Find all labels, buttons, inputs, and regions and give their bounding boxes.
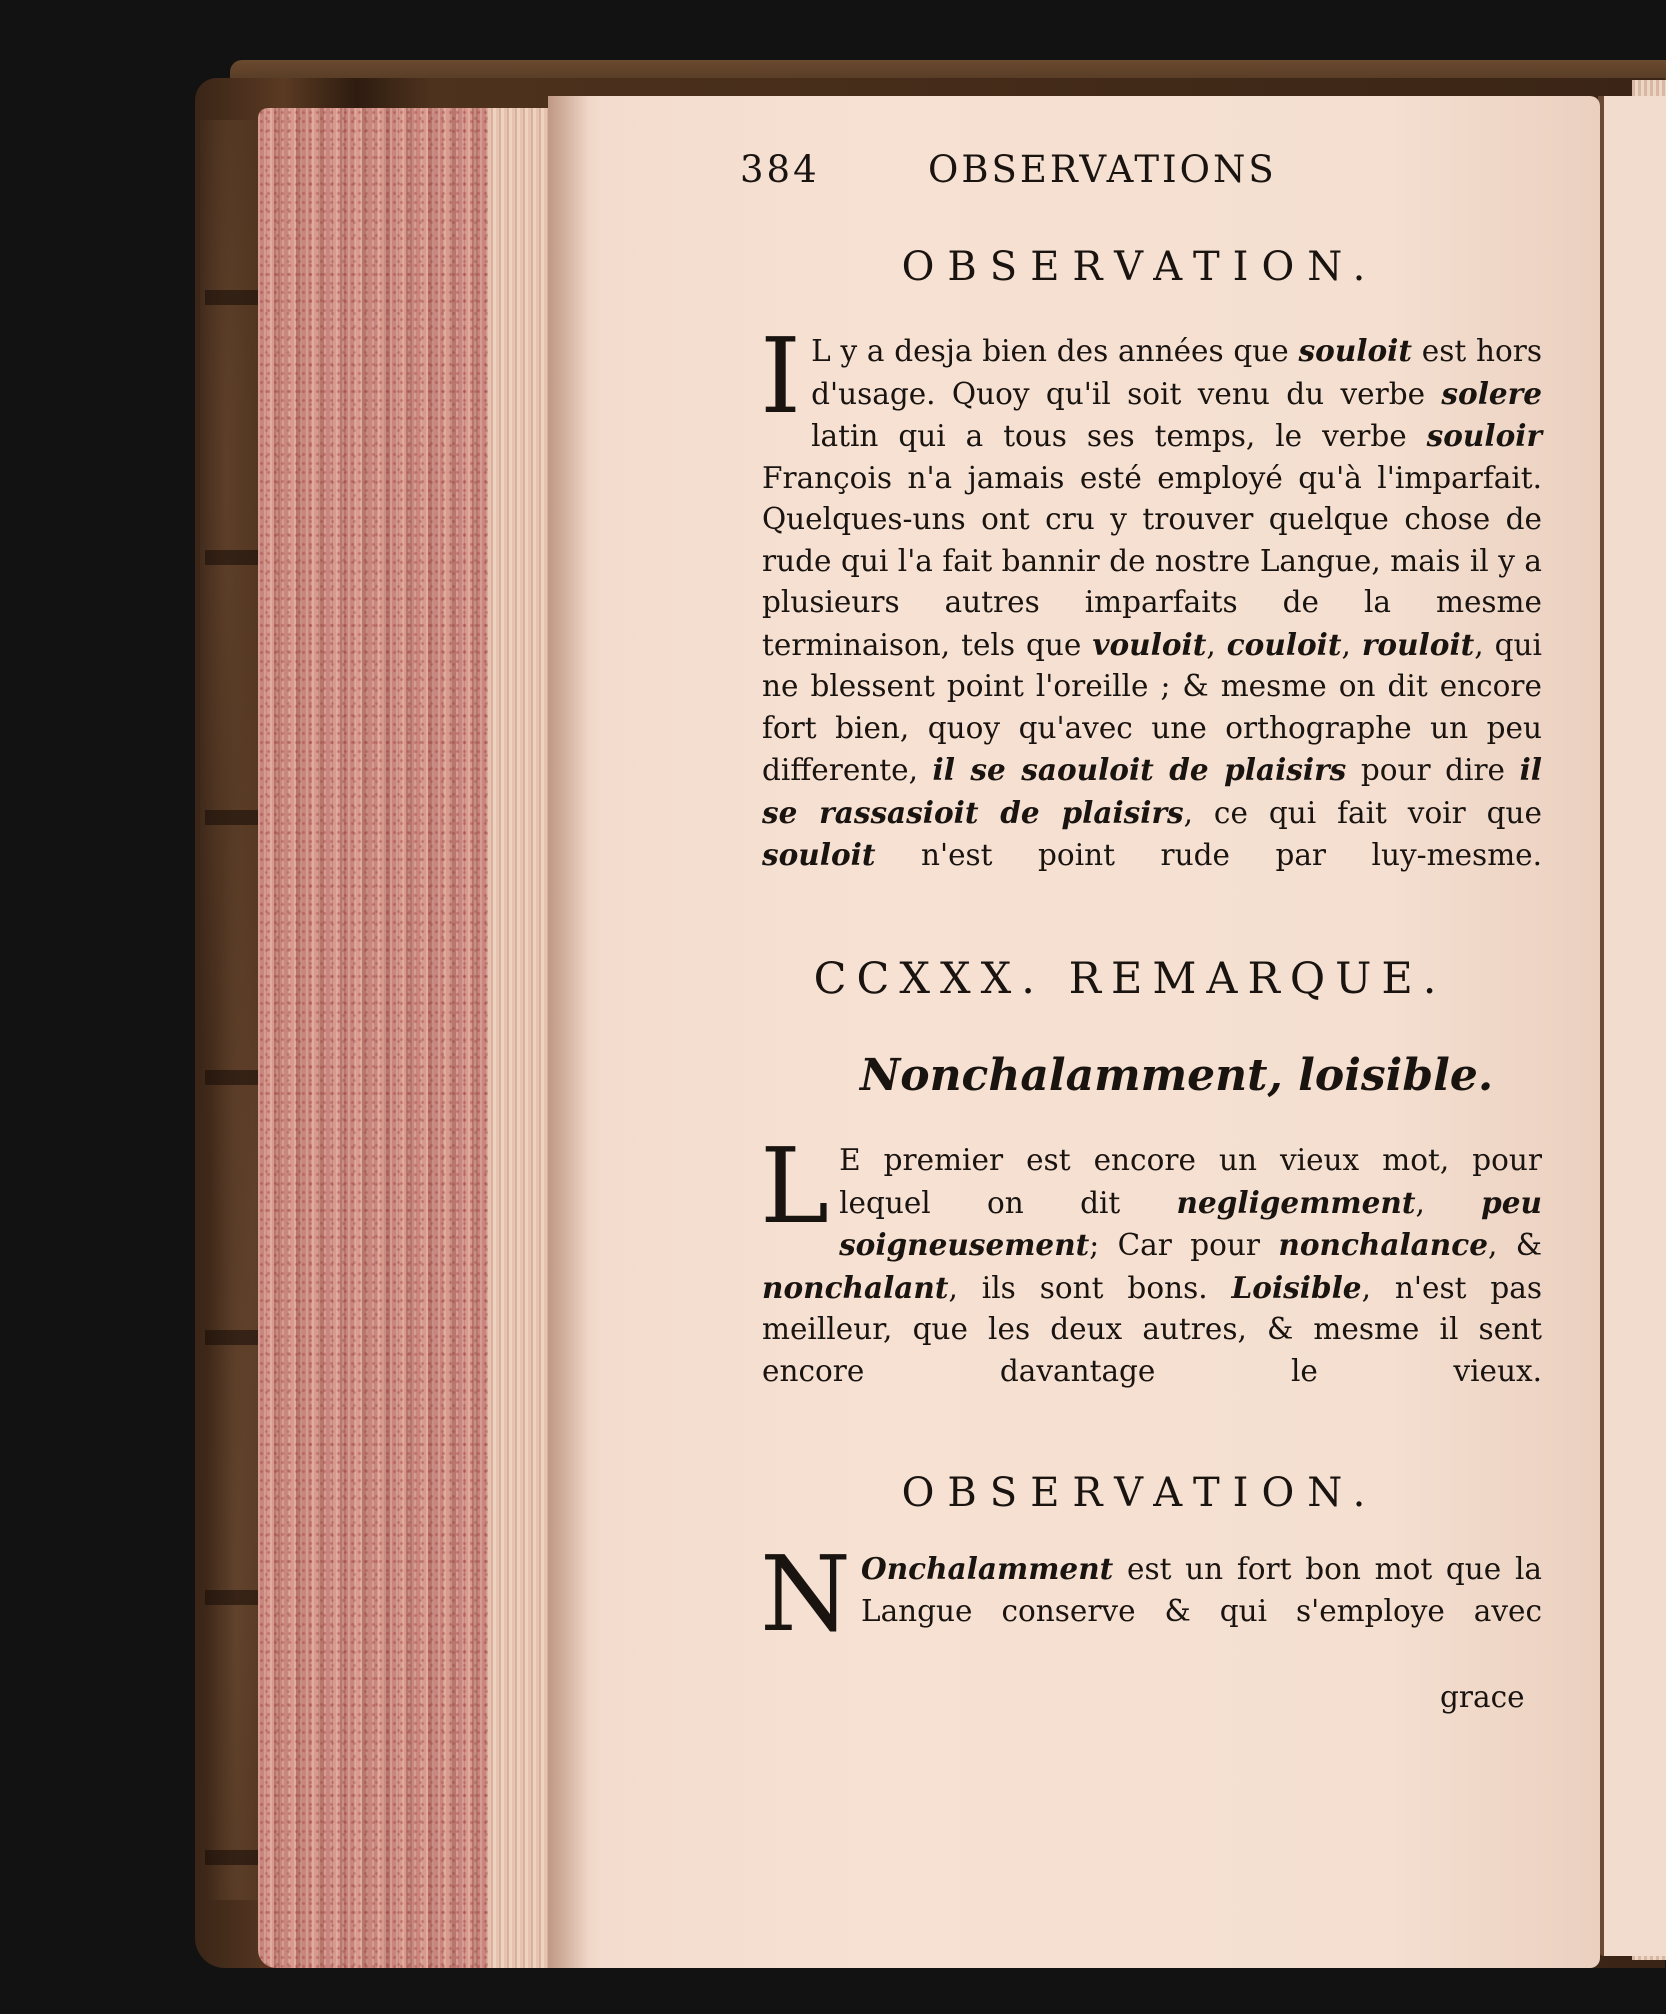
text-run: ; Car pour: [1089, 1228, 1279, 1262]
observation-paragraph-2: [760, 1533, 1542, 1688]
text-run: E premier est encore un vieux mot, pour lequel on dit: [839, 1143, 1542, 1220]
italic-term: nonchalant: [762, 1269, 949, 1305]
text-run: , &: [1487, 1228, 1543, 1262]
remarque-paragraph: [760, 1125, 1543, 1440]
italic-term: vouloit: [1092, 626, 1207, 662]
text-run: ,: [1415, 1185, 1482, 1220]
text-run: n'est point rude par luy-mesme.: [875, 838, 1542, 872]
text-run: pour dire: [1346, 753, 1520, 787]
text-run: François n'a jamais esté employé qu'à l'imparfait. Quelques-uns ont cru y trouver quelque chose de rude qui l'a fait bannir de nostre Langue, mais il y a plusieurs autres imparfaits de la mesme terminaison, tels que: [762, 460, 1542, 662]
remarque-subject: Nonchalamment, loisible.: [860, 1050, 1494, 1101]
text-run: , n'est pas meilleur, que les deux autres, & mesme il sent encore davantage le vieux.: [762, 1270, 1542, 1388]
drop-cap: L: [760, 1125, 830, 1247]
text-run: est hors d'usage. Quoy qu'il soit venu du verbe: [811, 334, 1542, 411]
observation-heading: OBSERVATION.: [901, 244, 1379, 290]
italic-term: il se saouloit de plaisirs: [932, 752, 1347, 787]
italic-term: solere: [1441, 375, 1542, 411]
italic-term: nonchalance: [1278, 1227, 1488, 1262]
observation-paragraph: [760, 315, 1542, 910]
drop-cap: I: [760, 315, 802, 437]
remarque-heading: CCXXX. REMARQUE.: [813, 954, 1447, 1004]
observation-heading-2: OBSERVATION.: [901, 1470, 1379, 1516]
catchword: grace: [1440, 1680, 1525, 1714]
italic-term: Onchalamment: [861, 1551, 1114, 1586]
page-number: 384: [740, 148, 820, 191]
text-run: , qui ne blessent point l'oreille ; & mesme on dit encore fort bien, quoy qu'avec une orthographe un peu differente,: [762, 627, 1542, 787]
italic-term: couloit: [1226, 626, 1342, 662]
running-title: OBSERVATIONS: [928, 148, 1277, 191]
italic-term: souloit: [762, 837, 876, 872]
text-run: , ils sont bons.: [948, 1270, 1232, 1305]
running-head: [740, 148, 1400, 198]
italic-term: negligemment: [1176, 1184, 1416, 1220]
italic-term: souloir: [1426, 418, 1542, 453]
text-run: , ce qui fait voir que: [1183, 795, 1542, 830]
italic-term: il se rassasioit de plaisirs: [762, 752, 1542, 830]
italic-term: rouloit: [1361, 626, 1475, 662]
italic-term: souloit: [1298, 333, 1412, 368]
text-run: L y a desja bien des années que: [811, 334, 1299, 368]
text-run: ,: [1206, 627, 1227, 662]
italic-term: Loisible: [1231, 1269, 1362, 1305]
text-run: est un fort bon mot que la Langue conserve & qui s'employe avec: [861, 1552, 1542, 1628]
text-run: ,: [1341, 627, 1362, 662]
italic-term: peu soigneusement: [839, 1184, 1542, 1262]
drop-cap: N: [760, 1533, 851, 1655]
text-run: latin qui a tous ses temps, le verbe: [811, 419, 1427, 453]
